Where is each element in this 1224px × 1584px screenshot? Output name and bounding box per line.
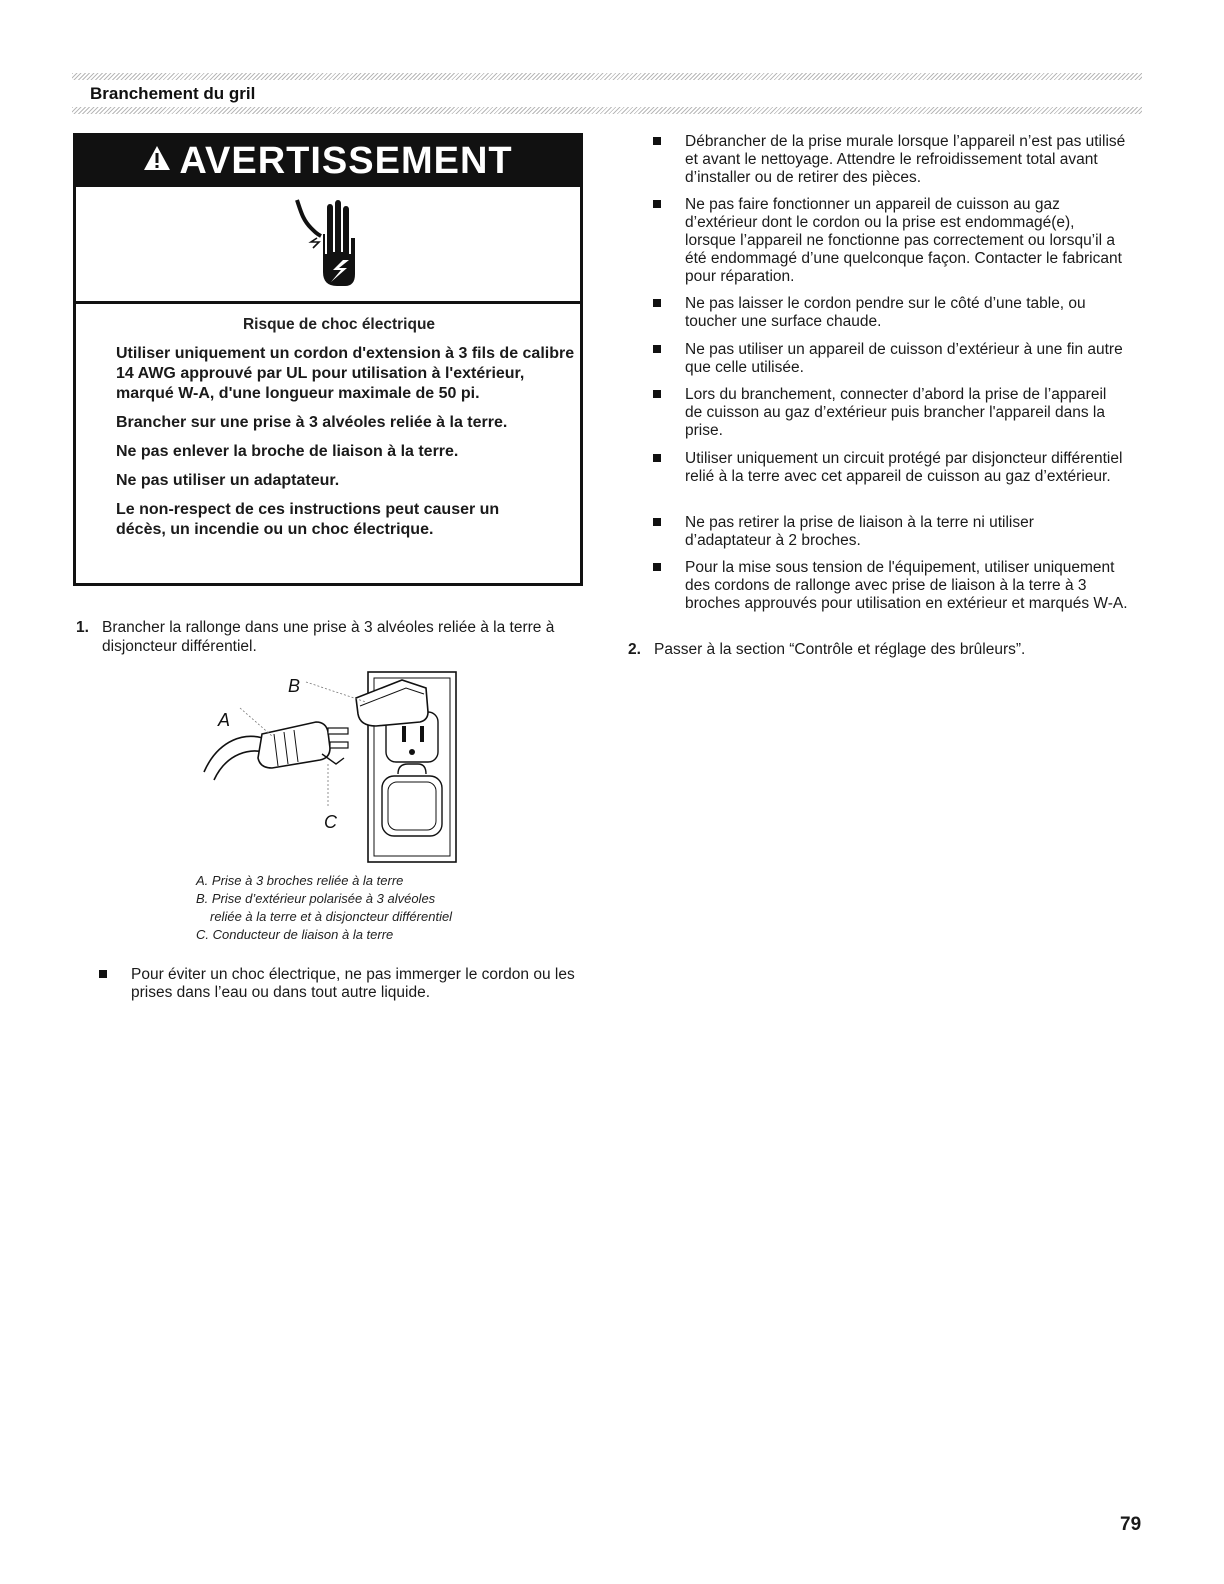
- bullet-square-icon: [653, 563, 661, 571]
- bullet-text: Ne pas utiliser un appareil de cuisson d’extérieur à une fin autre que celle utilisée.: [685, 341, 1123, 376]
- caption-c: C. Conducteur de liaison à la terre: [196, 927, 394, 942]
- bullet-square-icon: [653, 390, 661, 398]
- warning-paragraph: Brancher sur une prise à 3 alvéoles reliée à la terre.: [116, 414, 508, 431]
- figure-label-a: A: [218, 710, 231, 730]
- step-text: Passer à la section “Contrôle et réglage des brûleurs”.: [654, 641, 1026, 658]
- header-hatch-bottom: [72, 107, 1142, 114]
- header-hatch-top: [72, 73, 1142, 80]
- warning-header: [76, 136, 580, 187]
- bullet-text: Ne pas laisser le cordon pendre sur le côté d’une table, ou toucher une surface chaude.: [685, 295, 1086, 330]
- warning-paragraph: Le non-respect de ces instructions peut causer un décès, un incendie ou un choc électrique.: [116, 501, 500, 538]
- page-number: 79: [1120, 1514, 1142, 1535]
- list-item: [685, 133, 1140, 187]
- figure-label-c: C: [324, 812, 337, 832]
- plug-outlet-illustration: [196, 668, 466, 873]
- bullet-text: Pour la mise sous tension de l'équipement, utiliser uniquement des cordons de rallonge avec prise de liaison à la terre à 3 broches approuvés pour utilisation en extérieur et marqués W-A.: [685, 559, 1128, 612]
- warning-title: AVERTISSEMENT: [179, 140, 513, 182]
- warning-triangle-icon: [143, 145, 171, 179]
- list-item: [685, 196, 1125, 286]
- warning-box: [73, 133, 583, 586]
- warning-paragraph: Ne pas utiliser un adaptateur.: [116, 472, 340, 489]
- electric-shock-hand-icon: [293, 194, 363, 294]
- list-item: [685, 386, 1125, 440]
- bullet-square-icon: [99, 970, 107, 978]
- caption-a: A. Prise à 3 broches reliée à la terre: [196, 873, 404, 888]
- list-item: [131, 966, 591, 1002]
- bullet-square-icon: [653, 454, 661, 462]
- bullet-text: Lors du branchement, connecter d’abord la prise de l’appareil de cuisson au gaz d’extérieur puis brancher l'appareil dans la prise.: [685, 386, 1107, 439]
- bullet-text: Ne pas faire fonctionner un appareil de cuisson au gaz d’extérieur dont le cordon ou la prise est endommagé(e), lorsque l’appareil ne fonctionne pas correctement ou lorsqu’il a été endommagé d’une quelconque façon. Contacter le fabricant pour réparation.: [685, 196, 1122, 285]
- section-title: Branchement du gril: [90, 84, 256, 103]
- bullet-square-icon: [653, 345, 661, 353]
- step-number: 2.: [628, 641, 641, 658]
- warning-body: [76, 304, 580, 540]
- figure-caption: [196, 872, 452, 944]
- bullet-text: Utiliser uniquement un circuit protégé par disjoncteur différentiel relié à la terre avec cet appareil de cuisson au gaz d’extérieur.: [685, 450, 1123, 485]
- list-item: [685, 450, 1140, 486]
- warning-icon-area: [76, 187, 580, 304]
- list-item: [685, 341, 1140, 377]
- bullet-square-icon: [653, 200, 661, 208]
- step-2: [628, 640, 1144, 659]
- bullet-text: Débrancher de la prise murale lorsque l’appareil n’est pas utilisé et avant le nettoyage. Attendre le refroidissement total avant d’installer ou de retirer des pièces.: [685, 133, 1126, 186]
- step-text: Brancher la rallonge dans une prise à 3 alvéoles reliée à la terre à disjoncteur différentiel.: [102, 619, 555, 655]
- step-1: [76, 618, 572, 656]
- warning-paragraph: Utiliser uniquement un cordon d'extension à 3 fils de calibre 14 AWG approuvé par UL pour utilisation à l'extérieur, marqué W-A, d'une longueur maximale de 50 pi.: [116, 345, 575, 402]
- bullet-text: Pour éviter un choc électrique, ne pas immerger le cordon ou les prises dans l’eau ou dans tout autre liquide.: [131, 966, 575, 1001]
- list-item: [685, 295, 1140, 331]
- figure-label-b: B: [288, 676, 301, 696]
- bullet-square-icon: [653, 137, 661, 145]
- bullet-text: Ne pas retirer la prise de liaison à la terre ni utiliser d’adaptateur à 2 broches.: [685, 514, 1034, 549]
- warning-risk-title: Risque de choc électrique: [242, 316, 436, 333]
- bullet-square-icon: [653, 299, 661, 307]
- caption-b-line2: reliée à la terre et à disjoncteur différentiel: [210, 909, 453, 924]
- bullet-square-icon: [653, 518, 661, 526]
- step-number: 1.: [76, 619, 89, 636]
- list-item: [685, 514, 1095, 550]
- warning-paragraph: Ne pas enlever la broche de liaison à la terre.: [116, 443, 459, 460]
- list-item: [685, 559, 1140, 613]
- caption-b-line1: B. Prise d’extérieur polarisée à 3 alvéoles: [196, 891, 436, 906]
